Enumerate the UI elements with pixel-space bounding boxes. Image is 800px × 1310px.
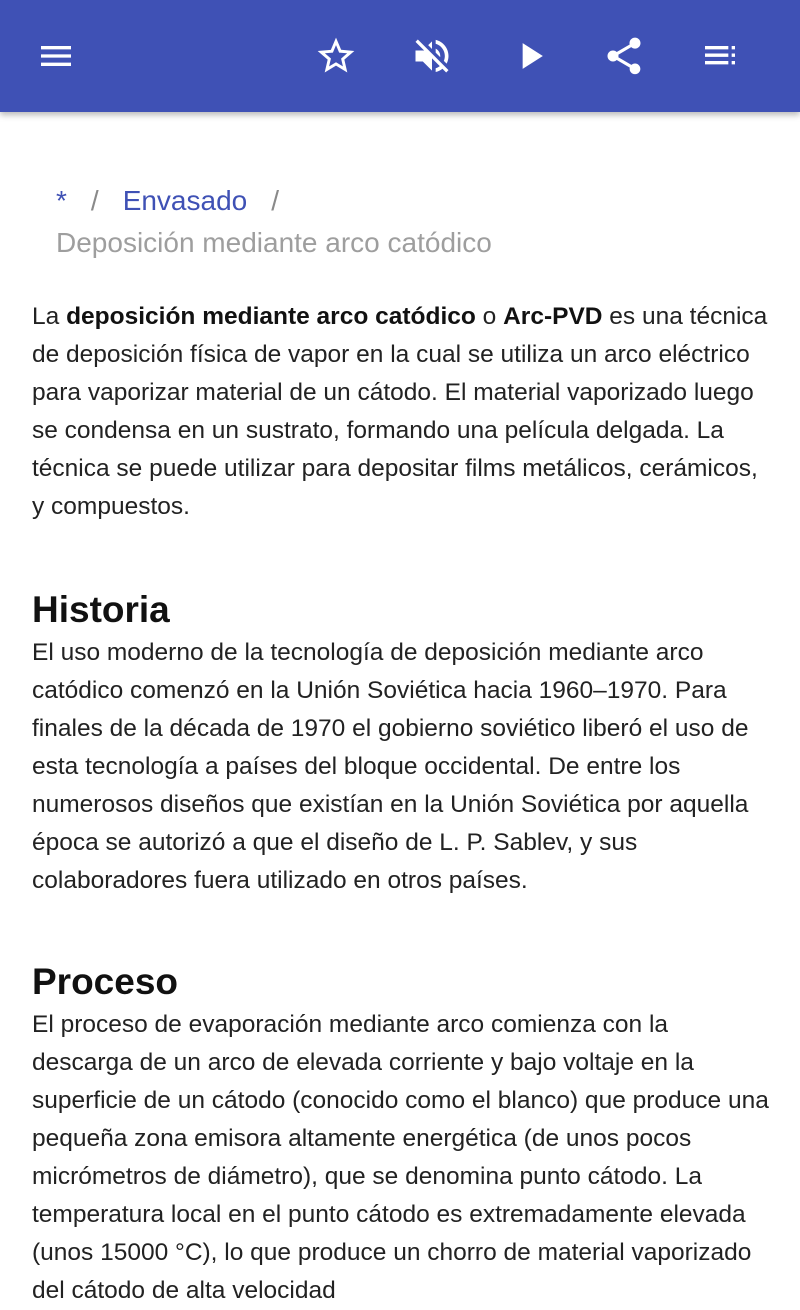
- app-bar: [0, 0, 800, 112]
- menu-button[interactable]: [24, 24, 88, 88]
- intro-text: o: [475, 303, 504, 330]
- breadcrumb-home-link[interactable]: *: [56, 185, 67, 216]
- play-button[interactable]: [498, 24, 562, 88]
- menu-icon: [36, 36, 76, 76]
- article-content: [0, 112, 800, 1304]
- breadcrumb-separator: /: [90, 185, 99, 216]
- intro-text: es una técnica de deposición física de vapor en la cual se utiliza un arco eléctrico para vaporizar material de un cátodo. El material vaporizado luego se condensa en un sustrato, formando una película delgada. La técnica se puede utilizar para depositar films metálicos, cerámicos, y compuestos.: [32, 303, 768, 520]
- star-outline-icon: [314, 34, 358, 78]
- intro-bold-term: deposición mediante arco catódico: [66, 303, 476, 330]
- intro-bold-term: Arc-PVD: [503, 303, 603, 330]
- article-body: [32, 298, 772, 1310]
- playlist-icon: [700, 36, 740, 76]
- section-heading-proceso: Proceso: [32, 961, 179, 1002]
- mute-button[interactable]: [400, 24, 464, 88]
- breadcrumb-category-link[interactable]: Envasado: [122, 185, 248, 216]
- section-text-historia: El uso moderno de la tecnología de deposición mediante arco catódico comenzó en la Unión Soviética hacia 1960–1970. Para finales de la década de 1970 el gobierno soviético liberó el uso de esta tecnología a países del bloque occidental. De entre los numerosos diseños que existían en la Unión Soviética por aquella época se autorizó a que el diseño de L. P. Sablev, y sus colaboradores fuera utilizado en otros países.: [32, 639, 749, 894]
- play-icon: [508, 34, 552, 78]
- intro-paragraph: [32, 298, 772, 526]
- share-button[interactable]: [592, 24, 656, 88]
- share-icon: [602, 34, 646, 78]
- section-heading-historia: Historia: [32, 589, 170, 630]
- section-text-proceso: El proceso de evaporación mediante arco comienza con la descarga de un arco de elevada corriente y bajo voltaje en la superficie de un cátodo (conocido como el blanco) que produce una pequeña zona emisora altamente energética (de unos pocos micrómetros de diámetro), que se denomina punto cátodo. La temperatura local en el punto cátodo es extremadamente elevada (unos 15000 °C), lo que produce un chorro de material vaporizado del cátodo de alta velocidad: [32, 1011, 769, 1304]
- breadcrumb-current: Deposición mediante arco catódico: [56, 227, 492, 258]
- intro-text: La: [32, 303, 67, 330]
- contents-button[interactable]: [688, 24, 752, 88]
- breadcrumb-separator: /: [271, 185, 280, 216]
- volume-off-icon: [410, 34, 454, 78]
- favorite-button[interactable]: [304, 24, 368, 88]
- breadcrumb: [56, 180, 756, 264]
